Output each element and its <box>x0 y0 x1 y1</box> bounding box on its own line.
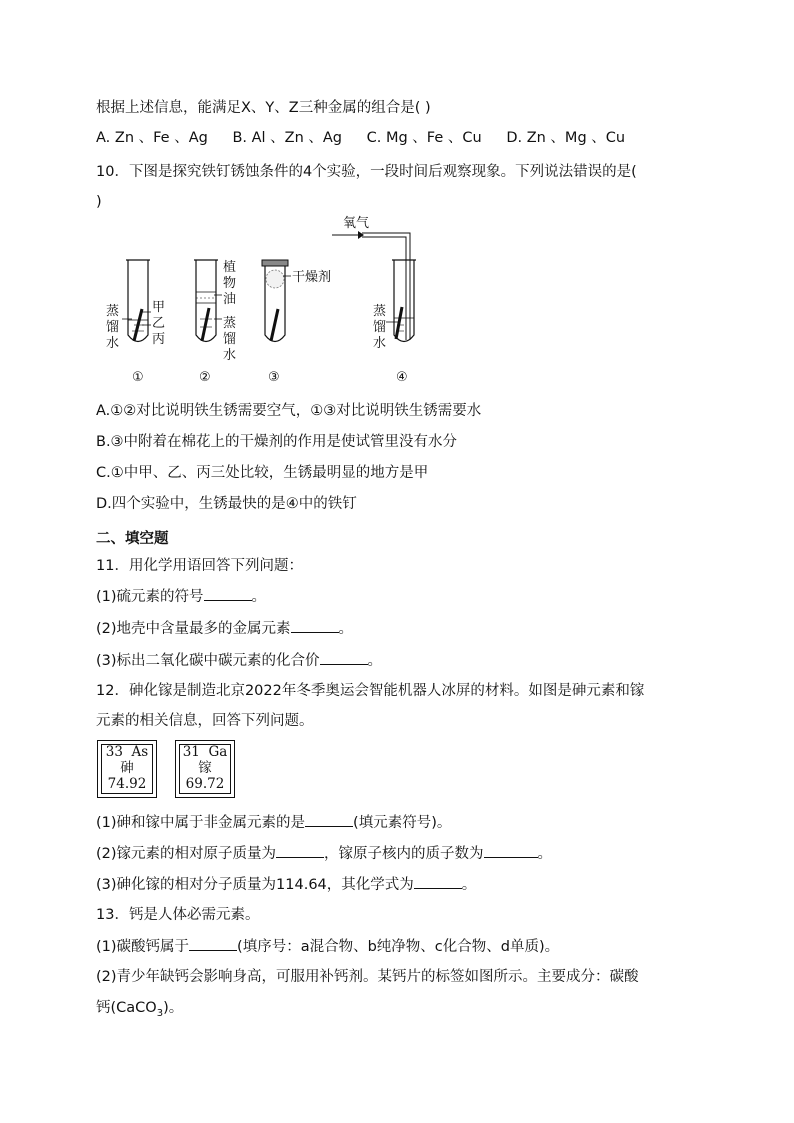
element-name: 砷 <box>120 760 134 776</box>
q13-formula-subscript: 3 <box>156 1007 164 1019</box>
q10-stem-cont: ) <box>96 194 102 210</box>
mark-yi: 乙 <box>152 316 166 331</box>
q11-part2 <box>96 618 353 639</box>
answer-blank[interactable] <box>414 874 462 889</box>
nail-3 <box>271 309 278 341</box>
q9-option-d[interactable]: D. Zn 、Mg 、Cu <box>506 130 626 146</box>
q9-option-c[interactable]: C. Mg 、Fe 、Cu <box>366 130 482 146</box>
q13-formula-end: )。 <box>163 1000 184 1016</box>
q11-stem: 11．用化学用语回答下列问题： <box>96 558 303 574</box>
mark-bing: 丙 <box>152 332 166 347</box>
tube-num-1: ① <box>132 370 144 385</box>
desiccant-label: 干燥剂 <box>292 270 332 285</box>
nail-4 <box>396 307 402 339</box>
q13-formula-text: 钙(CaCO <box>96 1000 157 1016</box>
element-card-gallium <box>175 740 235 798</box>
q11-part2-text: (2)地壳中含量最多的金属元素 <box>96 621 291 637</box>
water-label-4-a: 蒸 <box>373 304 387 319</box>
tube-num-2: ② <box>199 370 211 385</box>
water-label-2-b: 馏 <box>223 332 237 347</box>
q11-part3-text: (3)标出二氧化碳中碳元素的化合价 <box>96 653 320 669</box>
q12-part2-mid: ，镓原子核内的质子数为 <box>324 846 484 862</box>
q12-part3 <box>96 874 476 895</box>
answer-blank[interactable] <box>291 618 339 633</box>
q11-part3 <box>96 650 382 671</box>
oil-label-b: 物 <box>223 276 237 291</box>
test-tube-1 <box>122 260 151 342</box>
water-label-1-c: 水 <box>106 336 120 351</box>
water-label-2-c: 水 <box>223 348 237 363</box>
oil-label-a: 植 <box>223 260 237 275</box>
q11-part1 <box>96 586 266 607</box>
q13-part1-end: (填序号：a混合物、b纯净物、c化合物、d单质)。 <box>237 939 560 955</box>
element-number-symbol: 31 Ga <box>182 744 228 760</box>
element-mass: 69.72 <box>185 776 225 792</box>
tube-num-3: ③ <box>268 370 280 385</box>
water-label-4-b: 馏 <box>373 320 387 335</box>
answer-blank[interactable] <box>484 843 538 858</box>
q12-part3-text: (3)砷化镓的相对分子质量为114.64，其化学式为 <box>96 877 414 893</box>
q10-option-c[interactable]: C.①中甲、乙、丙三处比较，生锈最明显的地方是甲 <box>96 465 429 481</box>
answer-blank[interactable] <box>305 812 353 827</box>
element-mass: 74.92 <box>107 776 147 792</box>
q12-part2 <box>96 843 552 864</box>
water-label-1-b: 馏 <box>106 320 120 335</box>
q11-part3-end: 。 <box>367 653 383 669</box>
mark-jia: 甲 <box>152 300 166 315</box>
q13-part2: (2)青少年缺钙会影响身高，可服用补钙剂。某钙片的标签如图所示。主要成分：碳酸 <box>96 969 639 985</box>
q13-part1 <box>96 936 559 957</box>
q9-option-b[interactable]: B. Al 、Zn 、Ag <box>232 130 343 146</box>
q12-stem-1: 12．砷化镓是制造北京2022年冬季奥运会智能机器人冰屏的材料。如图是砷元素和镓 <box>96 683 645 699</box>
q10-option-d[interactable]: D.四个实验中，生锈最快的是④中的铁钉 <box>96 496 357 512</box>
q12-part1-text: (1)砷和镓中属于非金属元素的是 <box>96 815 306 831</box>
answer-blank[interactable] <box>320 650 368 665</box>
oil-label-c: 油 <box>223 292 237 307</box>
oxygen-label: 氧气 <box>343 216 370 231</box>
q13-stem: 13．钙是人体必需元素。 <box>96 907 260 923</box>
q9-stem: 根据上述信息，能满足X、Y、Z三种金属的组合是( ) <box>96 100 431 116</box>
tube-num-4: ④ <box>396 370 408 385</box>
answer-blank[interactable] <box>276 843 324 858</box>
q10-option-b[interactable]: B.③中附着在棉花上的干燥剂的作用是使试管里没有水分 <box>96 434 458 450</box>
q13-part2-cont <box>96 998 183 1024</box>
section-title: 二、填空题 <box>96 531 169 547</box>
test-tube-2 <box>194 260 222 342</box>
rust-experiment-figure <box>96 215 416 390</box>
test-tube-3 <box>262 260 291 342</box>
answer-blank[interactable] <box>189 936 237 951</box>
element-number-symbol: 33 As <box>105 744 149 760</box>
nail-2 <box>202 308 209 341</box>
q10-option-a[interactable]: A.①②对比说明铁生锈需要空气，①③对比说明铁生锈需要水 <box>96 403 482 419</box>
water-label-2-a: 蒸 <box>223 316 237 331</box>
q11-part1-end: 。 <box>251 589 267 605</box>
element-name: 镓 <box>198 760 212 776</box>
q12-part1 <box>96 812 451 833</box>
q13-part1-text: (1)碳酸钙属于 <box>96 939 190 955</box>
q9-option-a[interactable]: A. Zn 、Fe 、Ag <box>96 130 208 146</box>
answer-blank[interactable] <box>204 586 252 601</box>
q11-part2-end: 。 <box>338 621 354 637</box>
q12-part2-end: 。 <box>537 846 553 862</box>
q12-part2-text: (2)镓元素的相对原子质量为 <box>96 846 277 862</box>
q9-options <box>96 128 645 148</box>
q10-stem: 10．下图是探究铁钉锈蚀条件的4个实验，一段时间后观察现象。下列说法错误的是( <box>96 164 637 180</box>
water-label-1-a: 蒸 <box>106 304 120 319</box>
q12-stem-2: 元素的相关信息，回答下列问题。 <box>96 713 314 729</box>
water-label-4-c: 水 <box>373 336 387 351</box>
q12-part1-end: (填元素符号)。 <box>353 815 452 831</box>
element-card-arsenic <box>97 740 157 798</box>
q11-part1-text: (1)硫元素的符号 <box>96 589 204 605</box>
q12-part3-end: 。 <box>461 877 477 893</box>
